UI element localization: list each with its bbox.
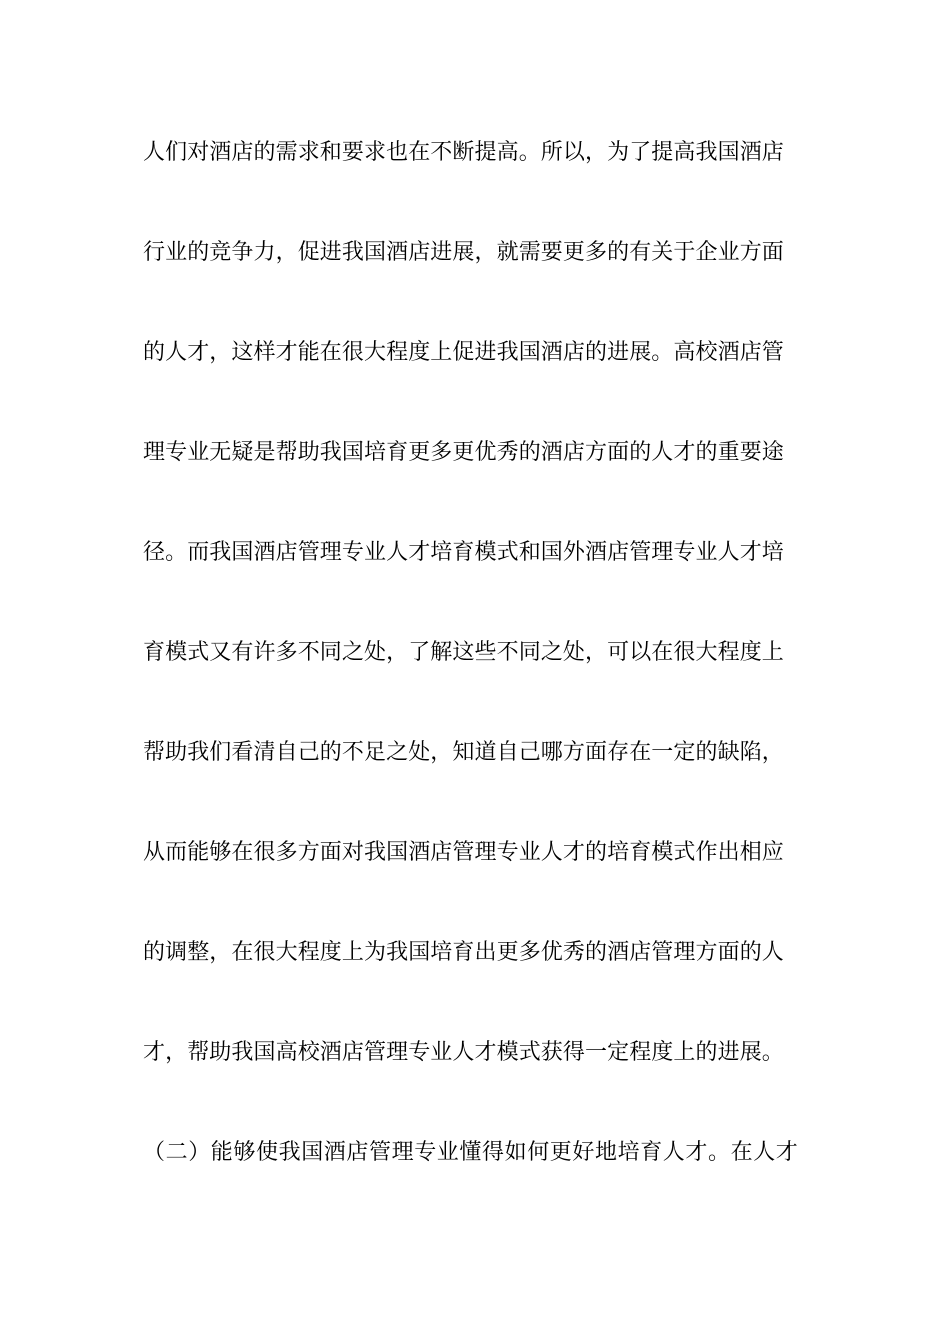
text-line: 人们对酒店的需求和要求也在不断提高。所以，为了提高我国酒店 (143, 140, 784, 165)
text-line: 径。而我国酒店管理专业人才培育模式和国外酒店管理专业人才培 (143, 540, 784, 565)
text-line: 理专业无疑是帮助我国培育更多更优秀的酒店方面的人才的重要途 (143, 440, 784, 465)
text-line: 帮助我们看清自己的不足之处，知道自己哪方面存在一定的缺陷， (143, 740, 784, 765)
text-line: 的调整，在很大程度上为我国培育出更多优秀的酒店管理方面的人 (143, 940, 784, 965)
text-line: 行业的竞争力，促进我国酒店进展，就需要更多的有关于企业方面 (143, 240, 784, 265)
text-line: 从而能够在很多方面对我国酒店管理专业人才的培育模式作出相应 (143, 840, 784, 865)
text-line: 才，帮助我国高校酒店管理专业人才模式获得一定程度上的进展。 (143, 1040, 784, 1065)
body-text (143, 136, 811, 1236)
text-line: 的人才，这样才能在很大程度上促进我国酒店的进展。高校酒店管 (143, 340, 784, 365)
section-heading-line: （二）能够使我国酒店管理专业懂得如何更好地培育人才。在人才 (143, 1140, 799, 1165)
text-line: 育模式又有许多不同之处，了解这些不同之处，可以在很大程度上 (143, 640, 784, 665)
